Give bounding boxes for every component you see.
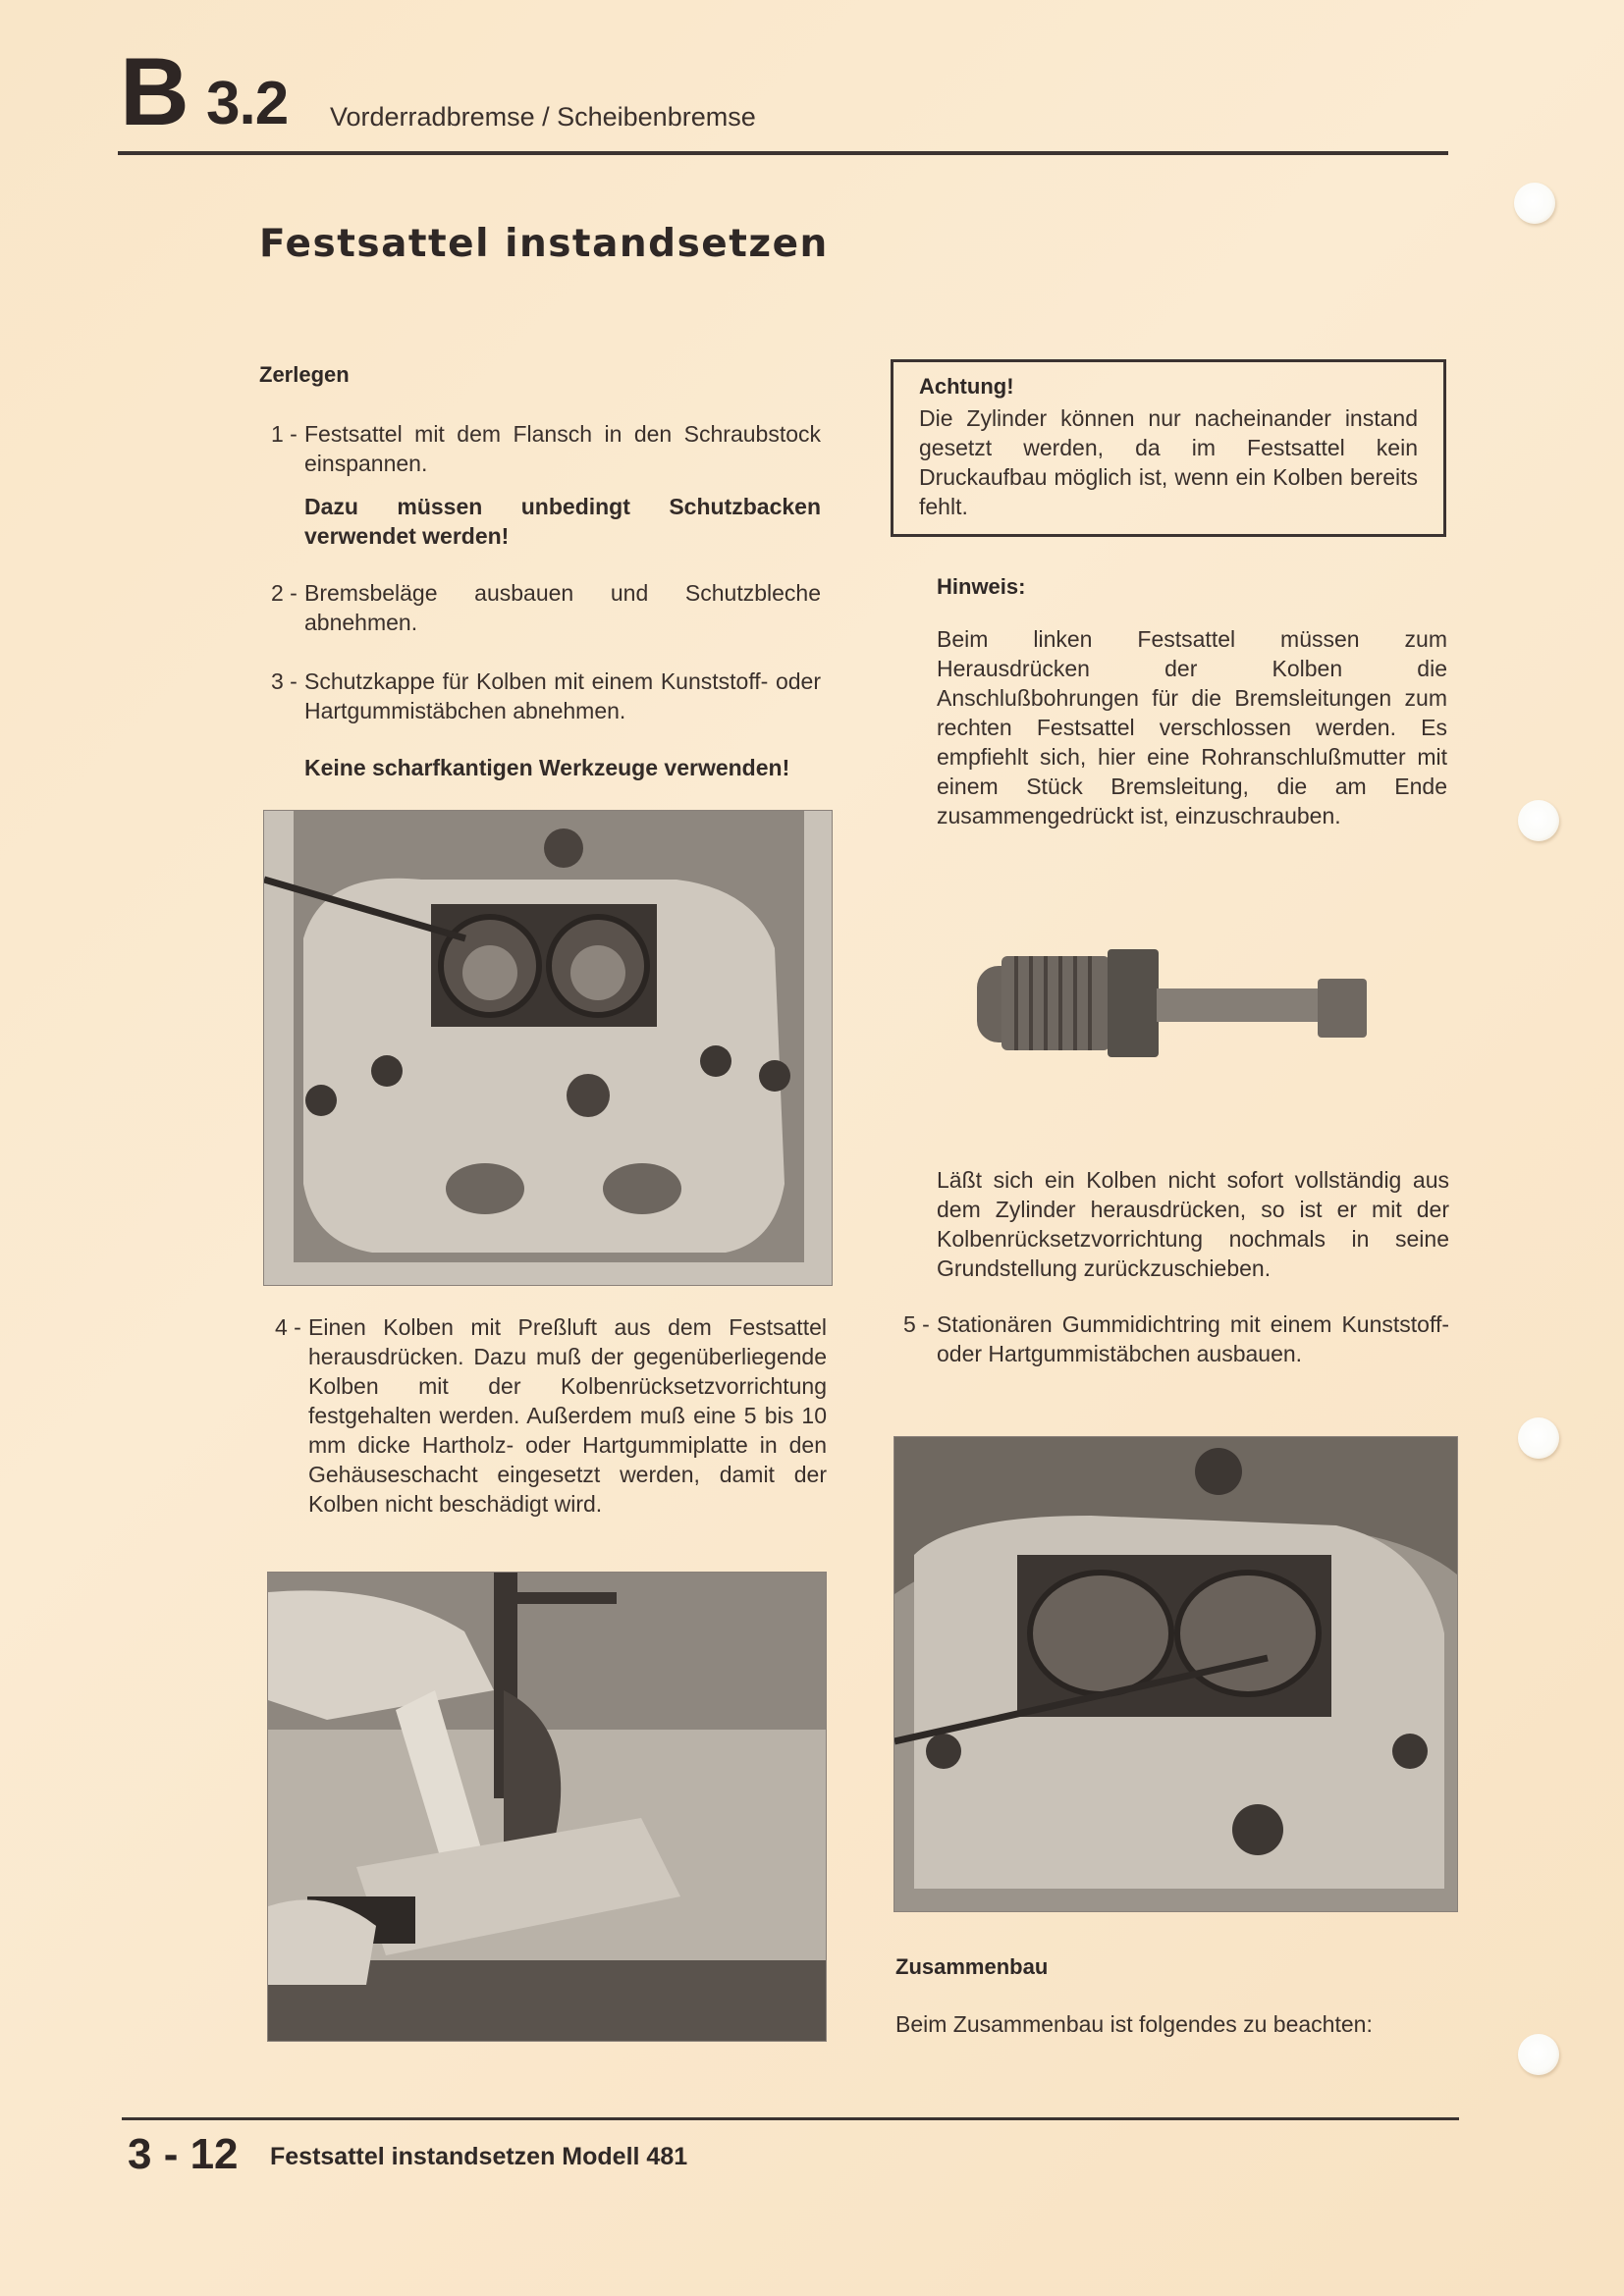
section-number: 3.2: [206, 70, 289, 137]
caution-box: [891, 359, 1446, 537]
assembly-text: Beim Zusammenbau ist folgendes zu beachten:: [895, 2011, 1373, 2037]
page-number: 3 - 12: [128, 2130, 239, 2178]
step-warning: Keine scharfkantigen Werkzeuge verwenden!: [304, 755, 790, 780]
step-text: Stationären Gummidichtring mit einem Kunststoff- oder Hartgummistäbchen ausbauen.: [937, 1311, 1449, 1366]
step-number: 4 -: [275, 1314, 301, 1340]
step-number: 2 -: [271, 580, 298, 606]
step-number: 5 -: [903, 1311, 930, 1337]
piston-note: Läßt sich ein Kolben nicht sofort vollständig aus dem Zylinder herausdrücken, so ist er mit der Kolbenrücksetzvorrichtung nochmals in seine Grundstellung zurückzuschieben.: [937, 1167, 1449, 1281]
punch-hole-icon: [1518, 800, 1559, 841]
note-text: Beim linken Festsattel müssen zum Herausdrücken der Kolben die Anschlußbohrungen für die Bremsleitungen zum rechten Festsattel verschlossen werden. Es empfiehlt sich, hier eine Rohranschlußmutter mit einem Stück Bremsleitung, die am Ende zusammengedrückt ist, einzuschrauben.: [937, 626, 1447, 828]
step-number: 1 -: [271, 421, 298, 447]
punch-hole-icon: [1514, 183, 1555, 224]
step-warning: Dazu müssen unbedingt Schutzbacken verwendet werden!: [304, 494, 821, 549]
punch-hole-icon: [1518, 2034, 1559, 2075]
page-title: Festsattel instandsetzen: [259, 222, 829, 266]
note-heading: Hinweis:: [937, 574, 1026, 599]
assembly-heading: Zusammenbau: [895, 1954, 1049, 1979]
step-text: Festsattel mit dem Flansch in den Schraubstock einspannen.: [304, 421, 821, 476]
header-rule: [118, 151, 1448, 155]
chapter-letter: B: [120, 37, 188, 145]
seal-removal-photo: [893, 1436, 1458, 1912]
step-4: [275, 1312, 827, 1519]
step-number: 3 -: [271, 668, 298, 694]
section-title: Vorderradbremse / Scheibenbremse: [330, 102, 756, 132]
disassembly-heading: Zerlegen: [259, 362, 350, 387]
step-text: Schutzkappe für Kolben mit einem Kunststoff- oder Hartgummistäbchen abnehmen.: [304, 668, 821, 723]
punch-hole-icon: [1518, 1417, 1559, 1459]
brake-caliper-photo: [263, 810, 833, 1286]
step-5: [903, 1309, 1449, 1368]
caution-title: Achtung!: [919, 374, 1014, 399]
step-1: [271, 419, 821, 551]
footer-title: Festsattel instandsetzen Modell 481: [270, 2143, 688, 2170]
pipe-fitting-nut-photo: [972, 944, 1370, 1062]
step-text: Bremsbeläge ausbauen und Schutzbleche abnehmen.: [304, 580, 821, 635]
footer-rule: [122, 2117, 1459, 2120]
step-text: Einen Kolben mit Preßluft aus dem Festsattel herausdrücken. Dazu muß der gegenüberliegende Kolben mit der Kolbenrücksetzvorrichtung festgehalten werden. Außerdem muß eine 5 bis 10 mm dicke Hartholz- oder Hartgummiplatte in den Gehäuseschacht eingesetzt werden, damit der Kolben nicht beschädigt wird.: [308, 1314, 827, 1517]
piston-reset-tool-photo: [267, 1572, 827, 2042]
step-2: [271, 578, 821, 637]
step-3: [271, 667, 821, 782]
caution-text: Die Zylinder können nur nacheinander instand gesetzt werden, da im Festsattel kein Druckaufbau möglich ist, wenn ein Kolben bereits fehlt.: [919, 405, 1418, 519]
